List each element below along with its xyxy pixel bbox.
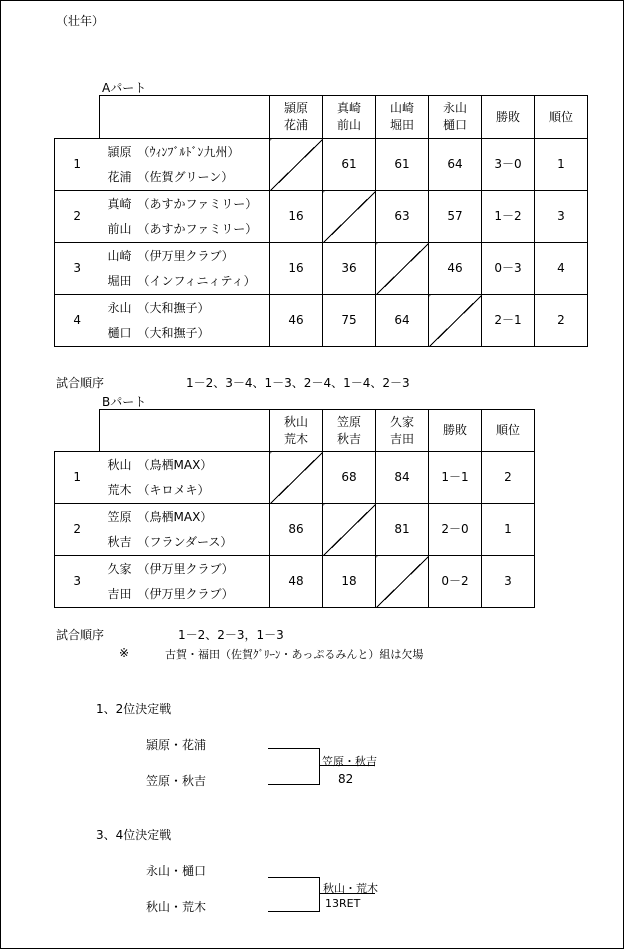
final-12-bracket [268,748,320,785]
table-row [55,191,588,243]
score-cell: 48 [270,556,323,608]
score-cell: 68 [323,452,376,504]
col-header: 山崎 堀田 [376,96,429,139]
table-row [55,452,535,504]
player-names: 真崎 （あすかファミリー） 前山 （あすかファミリー） [100,191,270,243]
rank-cell: 3 [482,556,535,608]
final-12-winner: 笠原・秋吉 [322,755,377,768]
player-names: 永山 （大和撫子） 樋口 （大和撫子） [100,295,270,347]
table-row [55,504,535,556]
rank-cell: 4 [535,243,588,295]
diagonal-cell [270,452,323,504]
part-a-order-label: 試合順序 [56,376,105,390]
col-header: 永山 樋口 [429,96,482,139]
score-cell: 16 [270,191,323,243]
final-34-title: 3、4位決定戦 [96,828,172,842]
final-34-bracket [268,877,320,912]
record-header: 勝敗 [429,410,482,452]
final-34-player2: 秋山・荒木 [146,900,207,914]
final-12-score: 82 [338,772,354,786]
rank-cell: 2 [535,295,588,347]
record-cell: 1－1 [429,452,482,504]
header-blank [100,410,270,452]
category-label: （壮年） [56,14,105,28]
score-cell: 81 [376,504,429,556]
final-34-winner: 秋山・荒木 [323,882,378,895]
table-row [55,295,588,347]
score-cell: 46 [270,295,323,347]
part-a-order: 1－2、3－4、1－3、2－4、1－4、2－3 [186,376,410,390]
row-number: 1 [55,139,100,191]
rank-cell: 2 [482,452,535,504]
record-cell: 0－2 [429,556,482,608]
player-names: 秋山 （鳥栖MAX） 荒木 （キロメキ） [100,452,270,504]
score-cell: 64 [429,139,482,191]
score-cell: 75 [323,295,376,347]
score-cell: 64 [376,295,429,347]
record-cell: 2－1 [482,295,535,347]
record-cell: 1－2 [482,191,535,243]
part-b-order: 1－2、2－3，1－3 [178,628,284,642]
diagonal-cell [323,504,376,556]
row-number: 1 [55,452,100,504]
row-number: 2 [55,191,100,243]
score-cell: 36 [323,243,376,295]
part-b-table [54,409,535,608]
final-12-title: 1、2位決定戦 [96,702,172,716]
col-header: 頴原 花浦 [270,96,323,139]
table-row [55,139,588,191]
score-cell: 84 [376,452,429,504]
row-number: 3 [55,556,100,608]
col-header: 真崎 前山 [323,96,376,139]
record-cell: 2－0 [429,504,482,556]
record-cell: 0－3 [482,243,535,295]
score-cell: 16 [270,243,323,295]
row-number: 2 [55,504,100,556]
final-12-player1: 頴原・花浦 [146,738,207,752]
rank-header: 順位 [482,410,535,452]
final-34-player1: 永山・樋口 [146,864,207,878]
score-cell: 46 [429,243,482,295]
diagonal-cell [429,295,482,347]
corner-cell [55,96,100,139]
final-12-player2: 笠原・秋吉 [146,774,207,788]
diagonal-cell [376,243,429,295]
table-row [55,556,535,608]
score-cell: 63 [376,191,429,243]
diagonal-cell [270,139,323,191]
rank-header: 順位 [535,96,588,139]
score-cell: 86 [270,504,323,556]
player-names: 山崎 （伊万里クラブ） 堀田 （インフィニィティ） [100,243,270,295]
part-a-title: Aパート [102,81,147,95]
rank-cell: 1 [482,504,535,556]
final-34-score: 13RET [325,897,361,910]
score-cell: 18 [323,556,376,608]
score-cell: 57 [429,191,482,243]
rank-cell: 3 [535,191,588,243]
col-header: 秋山 荒木 [270,410,323,452]
diagonal-cell [323,191,376,243]
part-b-title: Bパート [102,395,147,409]
absence-note: 古賀・福田（佐賀ｸﾞﾘｰﾝ・あっぷるみんと）組は欠場 [165,648,424,661]
score-cell: 61 [323,139,376,191]
player-names: 頴原 （ｳｨﾝﾌﾞﾙﾄﾞﾝ九州） 花浦 （佐賀グリーン） [100,139,270,191]
player-names: 笠原 （鳥栖MAX） 秋吉 （フランダース） [100,504,270,556]
table-row [55,243,588,295]
score-cell: 61 [376,139,429,191]
diagonal-cell [376,556,429,608]
row-number: 4 [55,295,100,347]
part-b-order-label: 試合順序 [56,628,105,642]
row-number: 3 [55,243,100,295]
record-header: 勝敗 [482,96,535,139]
col-header: 久家 吉田 [376,410,429,452]
player-names: 久家 （伊万里クラブ） 吉田 （伊万里クラブ） [100,556,270,608]
record-cell: 3－0 [482,139,535,191]
rank-cell: 1 [535,139,588,191]
col-header: 笠原 秋吉 [323,410,376,452]
header-blank [100,96,270,139]
note-mark: ※ [119,646,130,660]
part-a-table [54,95,588,347]
corner-cell [55,410,100,452]
